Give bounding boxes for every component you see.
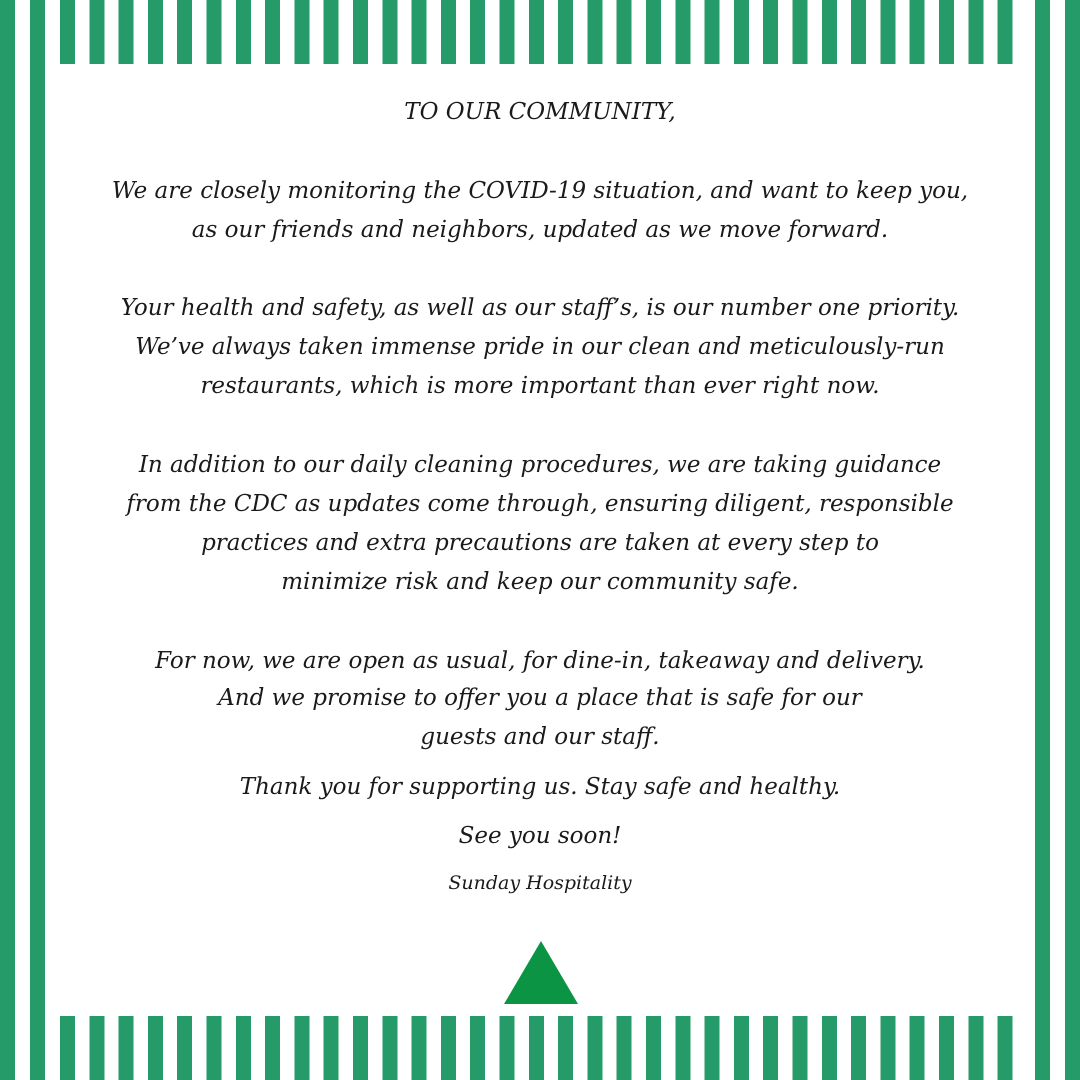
closing-line: See you soon! xyxy=(458,823,622,849)
paragraph3-line3: practices and extra precautions are taken at every step to xyxy=(201,530,879,556)
paragraph2-line1: Your health and safety, as well as our staff’s, is our number one priority. xyxy=(120,295,960,321)
left-stripe-border xyxy=(0,0,60,1080)
paragraph3-line4: minimize risk and keep our community safe. xyxy=(281,569,799,595)
bottom-stripe-border xyxy=(60,1016,1022,1080)
paragraph2-line3: restaurants, which is more important than ever right now. xyxy=(200,373,880,399)
paragraph3-line2: from the CDC as updates come through, ensuring diligent, responsible xyxy=(126,491,954,517)
paragraph4-line3: guests and our staff. xyxy=(420,724,660,750)
letter-panel xyxy=(60,64,1020,1016)
green-triangle-icon xyxy=(504,941,578,1004)
signature: Sunday Hospitality xyxy=(448,872,632,894)
paragraph4-line1: For now, we are open as usual, for dine-in, takeaway and delivery. xyxy=(155,648,925,674)
paragraph1-line2: as our friends and neighbors, updated as we move forward. xyxy=(191,217,889,243)
paragraph3-line1: In addition to our daily cleaning procedures, we are taking guidance xyxy=(138,452,942,478)
top-stripe-border xyxy=(60,0,1022,64)
thanks-line: Thank you for supporting us. Stay safe and healthy. xyxy=(239,774,841,800)
letter-greeting: TO OUR COMMUNITY, xyxy=(404,99,676,125)
paragraph2-line2: We’ve always taken immense pride in our clean and meticulously-run xyxy=(135,334,945,360)
paragraph4-line2: And we promise to offer you a place that is safe for our xyxy=(218,685,862,711)
paragraph1-line1: We are closely monitoring the COVID-19 situation, and want to keep you, xyxy=(111,178,969,204)
right-stripe-border xyxy=(1020,0,1080,1080)
